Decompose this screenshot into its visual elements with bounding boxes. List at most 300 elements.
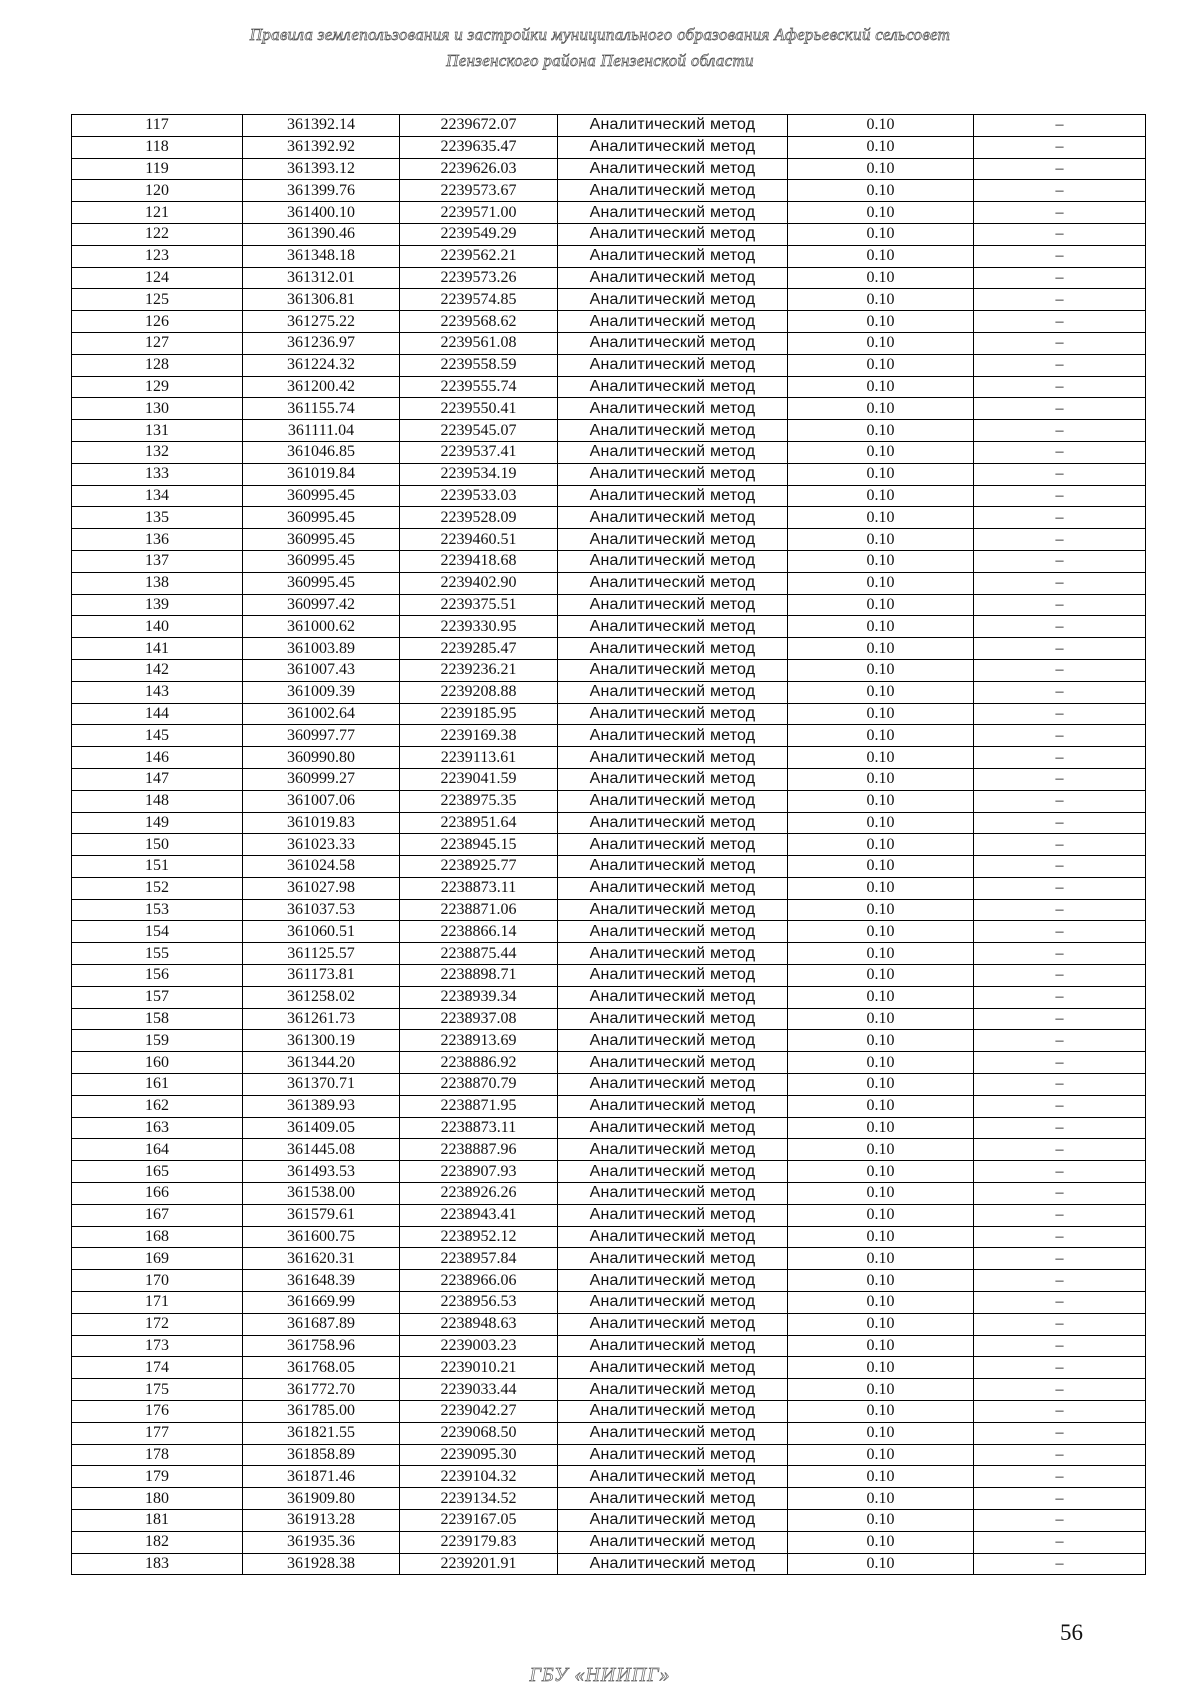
note-cell: –	[974, 1379, 1146, 1401]
note-cell: –	[974, 659, 1146, 681]
point-number-cell: 171	[72, 1292, 243, 1314]
y-coordinate-cell: 2239635.47	[400, 136, 558, 158]
point-number-cell: 126	[72, 311, 243, 333]
point-number-cell: 175	[72, 1379, 243, 1401]
x-coordinate-cell: 361389.93	[243, 1095, 400, 1117]
note-cell: –	[974, 202, 1146, 224]
point-number-cell: 140	[72, 616, 243, 638]
accuracy-cell: 0.10	[788, 1401, 974, 1423]
accuracy-cell: 0.10	[788, 1444, 974, 1466]
method-cell: Аналитический метод	[558, 1074, 788, 1096]
accuracy-cell: 0.10	[788, 768, 974, 790]
note-cell: –	[974, 1357, 1146, 1379]
x-coordinate-cell: 361393.12	[243, 158, 400, 180]
x-coordinate-cell: 361344.20	[243, 1052, 400, 1074]
table-row	[72, 441, 1146, 463]
method-cell: Аналитический метод	[558, 529, 788, 551]
method-cell: Аналитический метод	[558, 1161, 788, 1183]
y-coordinate-cell: 2239104.32	[400, 1466, 558, 1488]
table-row	[72, 768, 1146, 790]
table-row	[72, 550, 1146, 572]
x-coordinate-cell: 361173.81	[243, 965, 400, 987]
y-coordinate-cell: 2238937.08	[400, 1008, 558, 1030]
y-coordinate-cell: 2239571.00	[400, 202, 558, 224]
table-row	[72, 485, 1146, 507]
x-coordinate-cell: 361399.76	[243, 180, 400, 202]
note-cell: –	[974, 1226, 1146, 1248]
note-cell: –	[974, 812, 1146, 834]
note-cell: –	[974, 1292, 1146, 1314]
page-number: 56	[1060, 1620, 1083, 1645]
method-cell: Аналитический метод	[558, 507, 788, 529]
accuracy-cell: 0.10	[788, 1139, 974, 1161]
method-cell: Аналитический метод	[558, 965, 788, 987]
y-coordinate-cell: 2239134.52	[400, 1488, 558, 1510]
method-cell: Аналитический метод	[558, 681, 788, 703]
table-row	[72, 420, 1146, 442]
x-coordinate-cell: 361400.10	[243, 202, 400, 224]
note-cell: –	[974, 1466, 1146, 1488]
table-row	[72, 1422, 1146, 1444]
accuracy-cell: 0.10	[788, 202, 974, 224]
accuracy-cell: 0.10	[788, 790, 974, 812]
note-cell: –	[974, 529, 1146, 551]
table-row	[72, 463, 1146, 485]
point-number-cell: 147	[72, 768, 243, 790]
table-row	[72, 180, 1146, 202]
x-coordinate-cell: 361261.73	[243, 1008, 400, 1030]
note-cell: –	[974, 1531, 1146, 1553]
method-cell: Аналитический метод	[558, 1313, 788, 1335]
note-cell: –	[974, 1074, 1146, 1096]
point-number-cell: 119	[72, 158, 243, 180]
point-number-cell: 120	[72, 180, 243, 202]
x-coordinate-cell: 361258.02	[243, 986, 400, 1008]
point-number-cell: 161	[72, 1074, 243, 1096]
note-cell: –	[974, 1139, 1146, 1161]
method-cell: Аналитический метод	[558, 812, 788, 834]
method-cell: Аналитический метод	[558, 790, 788, 812]
method-cell: Аналитический метод	[558, 725, 788, 747]
point-number-cell: 155	[72, 943, 243, 965]
note-cell: –	[974, 790, 1146, 812]
accuracy-cell: 0.10	[788, 1117, 974, 1139]
table-row	[72, 1379, 1146, 1401]
table-row	[72, 1183, 1146, 1205]
y-coordinate-cell: 2239545.07	[400, 420, 558, 442]
accuracy-cell: 0.10	[788, 1183, 974, 1205]
table-row	[72, 289, 1146, 311]
point-number-cell: 154	[72, 921, 243, 943]
x-coordinate-cell: 361913.28	[243, 1510, 400, 1532]
method-cell: Аналитический метод	[558, 1139, 788, 1161]
y-coordinate-cell: 2239068.50	[400, 1422, 558, 1444]
point-number-cell: 131	[72, 420, 243, 442]
y-coordinate-cell: 2238957.84	[400, 1248, 558, 1270]
y-coordinate-cell: 2239095.30	[400, 1444, 558, 1466]
x-coordinate-cell: 361785.00	[243, 1401, 400, 1423]
point-number-cell: 151	[72, 856, 243, 878]
x-coordinate-cell: 361758.96	[243, 1335, 400, 1357]
accuracy-cell: 0.10	[788, 1357, 974, 1379]
x-coordinate-cell: 360995.45	[243, 507, 400, 529]
method-cell: Аналитический метод	[558, 311, 788, 333]
point-number-cell: 127	[72, 332, 243, 354]
point-number-cell: 170	[72, 1270, 243, 1292]
method-cell: Аналитический метод	[558, 1204, 788, 1226]
note-cell: –	[974, 1553, 1146, 1575]
accuracy-cell: 0.10	[788, 725, 974, 747]
point-number-cell: 149	[72, 812, 243, 834]
accuracy-cell: 0.10	[788, 463, 974, 485]
x-coordinate-cell: 360997.42	[243, 594, 400, 616]
accuracy-cell: 0.10	[788, 1161, 974, 1183]
method-cell: Аналитический метод	[558, 856, 788, 878]
note-cell: –	[974, 485, 1146, 507]
note-cell: –	[974, 1161, 1146, 1183]
accuracy-cell: 0.10	[788, 245, 974, 267]
y-coordinate-cell: 2239208.88	[400, 681, 558, 703]
accuracy-cell: 0.10	[788, 223, 974, 245]
point-number-cell: 148	[72, 790, 243, 812]
x-coordinate-cell: 361200.42	[243, 376, 400, 398]
accuracy-cell: 0.10	[788, 659, 974, 681]
y-coordinate-cell: 2239550.41	[400, 398, 558, 420]
point-number-cell: 167	[72, 1204, 243, 1226]
y-coordinate-cell: 2238866.14	[400, 921, 558, 943]
y-coordinate-cell: 2239562.21	[400, 245, 558, 267]
accuracy-cell: 0.10	[788, 986, 974, 1008]
method-cell: Аналитический метод	[558, 1401, 788, 1423]
method-cell: Аналитический метод	[558, 376, 788, 398]
accuracy-cell: 0.10	[788, 834, 974, 856]
x-coordinate-cell: 361370.71	[243, 1074, 400, 1096]
table-row	[72, 572, 1146, 594]
note-cell: –	[974, 245, 1146, 267]
point-number-cell: 133	[72, 463, 243, 485]
method-cell: Аналитический метод	[558, 463, 788, 485]
note-cell: –	[974, 1422, 1146, 1444]
y-coordinate-cell: 2239169.38	[400, 725, 558, 747]
x-coordinate-cell: 361392.14	[243, 115, 400, 137]
method-cell: Аналитический метод	[558, 1183, 788, 1205]
note-cell: –	[974, 1183, 1146, 1205]
point-number-cell: 162	[72, 1095, 243, 1117]
x-coordinate-cell: 361772.70	[243, 1379, 400, 1401]
x-coordinate-cell: 361579.61	[243, 1204, 400, 1226]
y-coordinate-cell: 2239672.07	[400, 115, 558, 137]
note-cell: –	[974, 616, 1146, 638]
point-number-cell: 152	[72, 877, 243, 899]
y-coordinate-cell: 2239010.21	[400, 1357, 558, 1379]
y-coordinate-cell: 2239179.83	[400, 1531, 558, 1553]
method-cell: Аналитический метод	[558, 943, 788, 965]
x-coordinate-cell: 361023.33	[243, 834, 400, 856]
accuracy-cell: 0.10	[788, 398, 974, 420]
x-coordinate-cell: 361493.53	[243, 1161, 400, 1183]
table-row	[72, 1553, 1146, 1575]
y-coordinate-cell: 2239626.03	[400, 158, 558, 180]
table-row	[72, 223, 1146, 245]
x-coordinate-cell: 361687.89	[243, 1313, 400, 1335]
x-coordinate-cell: 361111.04	[243, 420, 400, 442]
y-coordinate-cell: 2238939.34	[400, 986, 558, 1008]
x-coordinate-cell: 361392.92	[243, 136, 400, 158]
x-coordinate-cell: 360995.45	[243, 485, 400, 507]
accuracy-cell: 0.10	[788, 1052, 974, 1074]
accuracy-cell: 0.10	[788, 332, 974, 354]
table-row	[72, 332, 1146, 354]
accuracy-cell: 0.10	[788, 1422, 974, 1444]
table-row	[72, 681, 1146, 703]
note-cell: –	[974, 463, 1146, 485]
x-coordinate-cell: 360999.27	[243, 768, 400, 790]
point-number-cell: 156	[72, 965, 243, 987]
note-cell: –	[974, 877, 1146, 899]
x-coordinate-cell: 361445.08	[243, 1139, 400, 1161]
table-row	[72, 638, 1146, 660]
table-row	[72, 1074, 1146, 1096]
note-cell: –	[974, 1204, 1146, 1226]
x-coordinate-cell: 361858.89	[243, 1444, 400, 1466]
point-number-cell: 132	[72, 441, 243, 463]
point-number-cell: 157	[72, 986, 243, 1008]
table-row	[72, 1139, 1146, 1161]
method-cell: Аналитический метод	[558, 420, 788, 442]
method-cell: Аналитический метод	[558, 899, 788, 921]
accuracy-cell: 0.10	[788, 1095, 974, 1117]
method-cell: Аналитический метод	[558, 354, 788, 376]
note-cell: –	[974, 1117, 1146, 1139]
note-cell: –	[974, 1401, 1146, 1423]
point-number-cell: 160	[72, 1052, 243, 1074]
point-number-cell: 159	[72, 1030, 243, 1052]
table-row	[72, 703, 1146, 725]
method-cell: Аналитический метод	[558, 398, 788, 420]
x-coordinate-cell: 361046.85	[243, 441, 400, 463]
y-coordinate-cell: 2238870.79	[400, 1074, 558, 1096]
x-coordinate-cell: 361620.31	[243, 1248, 400, 1270]
accuracy-cell: 0.10	[788, 1226, 974, 1248]
y-coordinate-cell: 2238873.11	[400, 877, 558, 899]
x-coordinate-cell: 361300.19	[243, 1030, 400, 1052]
y-coordinate-cell: 2238886.92	[400, 1052, 558, 1074]
y-coordinate-cell: 2238873.11	[400, 1117, 558, 1139]
note-cell: –	[974, 420, 1146, 442]
accuracy-cell: 0.10	[788, 1466, 974, 1488]
method-cell: Аналитический метод	[558, 1531, 788, 1553]
point-number-cell: 158	[72, 1008, 243, 1030]
x-coordinate-cell: 361002.64	[243, 703, 400, 725]
accuracy-cell: 0.10	[788, 354, 974, 376]
y-coordinate-cell: 2238943.41	[400, 1204, 558, 1226]
note-cell: –	[974, 1052, 1146, 1074]
point-number-cell: 128	[72, 354, 243, 376]
note-cell: –	[974, 834, 1146, 856]
x-coordinate-cell: 361125.57	[243, 943, 400, 965]
accuracy-cell: 0.10	[788, 943, 974, 965]
note-cell: –	[974, 180, 1146, 202]
y-coordinate-cell: 2239568.62	[400, 311, 558, 333]
method-cell: Аналитический метод	[558, 223, 788, 245]
accuracy-cell: 0.10	[788, 136, 974, 158]
y-coordinate-cell: 2238948.63	[400, 1313, 558, 1335]
x-coordinate-cell: 361007.43	[243, 659, 400, 681]
point-number-cell: 180	[72, 1488, 243, 1510]
coordinates-table	[71, 114, 1146, 1575]
x-coordinate-cell: 361275.22	[243, 311, 400, 333]
note-cell: –	[974, 725, 1146, 747]
y-coordinate-cell: 2239033.44	[400, 1379, 558, 1401]
y-coordinate-cell: 2239555.74	[400, 376, 558, 398]
point-number-cell: 181	[72, 1510, 243, 1532]
method-cell: Аналитический метод	[558, 1226, 788, 1248]
x-coordinate-cell: 361935.36	[243, 1531, 400, 1553]
y-coordinate-cell: 2239375.51	[400, 594, 558, 616]
method-cell: Аналитический метод	[558, 747, 788, 769]
y-coordinate-cell: 2239533.03	[400, 485, 558, 507]
point-number-cell: 164	[72, 1139, 243, 1161]
y-coordinate-cell: 2238898.71	[400, 965, 558, 987]
y-coordinate-cell: 2239042.27	[400, 1401, 558, 1423]
x-coordinate-cell: 361027.98	[243, 877, 400, 899]
y-coordinate-cell: 2239573.67	[400, 180, 558, 202]
y-coordinate-cell: 2238926.26	[400, 1183, 558, 1205]
method-cell: Аналитический метод	[558, 1379, 788, 1401]
accuracy-cell: 0.10	[788, 1510, 974, 1532]
note-cell: –	[974, 354, 1146, 376]
method-cell: Аналитический метод	[558, 1292, 788, 1314]
note-cell: –	[974, 572, 1146, 594]
x-coordinate-cell: 360995.45	[243, 550, 400, 572]
accuracy-cell: 0.10	[788, 856, 974, 878]
point-number-cell: 125	[72, 289, 243, 311]
y-coordinate-cell: 2238907.93	[400, 1161, 558, 1183]
x-coordinate-cell: 361409.05	[243, 1117, 400, 1139]
y-coordinate-cell: 2239402.90	[400, 572, 558, 594]
y-coordinate-cell: 2239418.68	[400, 550, 558, 572]
method-cell: Аналитический метод	[558, 768, 788, 790]
note-cell: –	[974, 681, 1146, 703]
table-row	[72, 856, 1146, 878]
point-number-cell: 117	[72, 115, 243, 137]
point-number-cell: 165	[72, 1161, 243, 1183]
accuracy-cell: 0.10	[788, 311, 974, 333]
point-number-cell: 153	[72, 899, 243, 921]
method-cell: Аналитический метод	[558, 1052, 788, 1074]
method-cell: Аналитический метод	[558, 594, 788, 616]
table-row	[72, 834, 1146, 856]
x-coordinate-cell: 360995.45	[243, 529, 400, 551]
note-cell: –	[974, 921, 1146, 943]
x-coordinate-cell: 361669.99	[243, 1292, 400, 1314]
y-coordinate-cell: 2238875.44	[400, 943, 558, 965]
table-row	[72, 398, 1146, 420]
x-coordinate-cell: 361306.81	[243, 289, 400, 311]
x-coordinate-cell: 361236.97	[243, 332, 400, 354]
y-coordinate-cell: 2239201.91	[400, 1553, 558, 1575]
accuracy-cell: 0.10	[788, 1335, 974, 1357]
y-coordinate-cell: 2239528.09	[400, 507, 558, 529]
note-cell: –	[974, 1510, 1146, 1532]
table-row	[72, 594, 1146, 616]
x-coordinate-cell: 361871.46	[243, 1466, 400, 1488]
table-row	[72, 1270, 1146, 1292]
table-row	[72, 1204, 1146, 1226]
point-number-cell: 139	[72, 594, 243, 616]
table-row	[72, 1008, 1146, 1030]
point-number-cell: 136	[72, 529, 243, 551]
note-cell: –	[974, 1030, 1146, 1052]
y-coordinate-cell: 2238951.64	[400, 812, 558, 834]
table-row	[72, 812, 1146, 834]
y-coordinate-cell: 2239185.95	[400, 703, 558, 725]
x-coordinate-cell: 361024.58	[243, 856, 400, 878]
y-coordinate-cell: 2239236.21	[400, 659, 558, 681]
method-cell: Аналитический метод	[558, 1248, 788, 1270]
table-row	[72, 202, 1146, 224]
x-coordinate-cell: 361348.18	[243, 245, 400, 267]
accuracy-cell: 0.10	[788, 180, 974, 202]
point-number-cell: 129	[72, 376, 243, 398]
point-number-cell: 141	[72, 638, 243, 660]
table-row	[72, 1466, 1146, 1488]
table-row	[72, 1335, 1146, 1357]
accuracy-cell: 0.10	[788, 921, 974, 943]
note-cell: –	[974, 1008, 1146, 1030]
table-row	[72, 616, 1146, 638]
method-cell: Аналитический метод	[558, 1357, 788, 1379]
accuracy-cell: 0.10	[788, 1531, 974, 1553]
accuracy-cell: 0.10	[788, 1488, 974, 1510]
table-row	[72, 376, 1146, 398]
point-number-cell: 177	[72, 1422, 243, 1444]
table-row	[72, 1117, 1146, 1139]
x-coordinate-cell: 360997.77	[243, 725, 400, 747]
x-coordinate-cell: 361037.53	[243, 899, 400, 921]
point-number-cell: 173	[72, 1335, 243, 1357]
method-cell: Аналитический метод	[558, 158, 788, 180]
point-number-cell: 123	[72, 245, 243, 267]
y-coordinate-cell: 2239003.23	[400, 1335, 558, 1357]
table-row	[72, 943, 1146, 965]
note-cell: –	[974, 747, 1146, 769]
accuracy-cell: 0.10	[788, 115, 974, 137]
accuracy-cell: 0.10	[788, 703, 974, 725]
table-row	[72, 245, 1146, 267]
y-coordinate-cell: 2239285.47	[400, 638, 558, 660]
x-coordinate-cell: 360990.80	[243, 747, 400, 769]
accuracy-cell: 0.10	[788, 158, 974, 180]
point-number-cell: 118	[72, 136, 243, 158]
note-cell: –	[974, 594, 1146, 616]
y-coordinate-cell: 2238956.53	[400, 1292, 558, 1314]
accuracy-cell: 0.10	[788, 420, 974, 442]
method-cell: Аналитический метод	[558, 115, 788, 137]
note-cell: –	[974, 899, 1146, 921]
accuracy-cell: 0.10	[788, 1030, 974, 1052]
y-coordinate-cell: 2239460.51	[400, 529, 558, 551]
point-number-cell: 178	[72, 1444, 243, 1466]
note-cell: –	[974, 223, 1146, 245]
table-row	[72, 1488, 1146, 1510]
method-cell: Аналитический метод	[558, 289, 788, 311]
note-cell: –	[974, 1488, 1146, 1510]
x-coordinate-cell: 361060.51	[243, 921, 400, 943]
y-coordinate-cell: 2239041.59	[400, 768, 558, 790]
document-footer: ГБУ «НИИПГ»	[529, 1664, 671, 1686]
method-cell: Аналитический метод	[558, 834, 788, 856]
